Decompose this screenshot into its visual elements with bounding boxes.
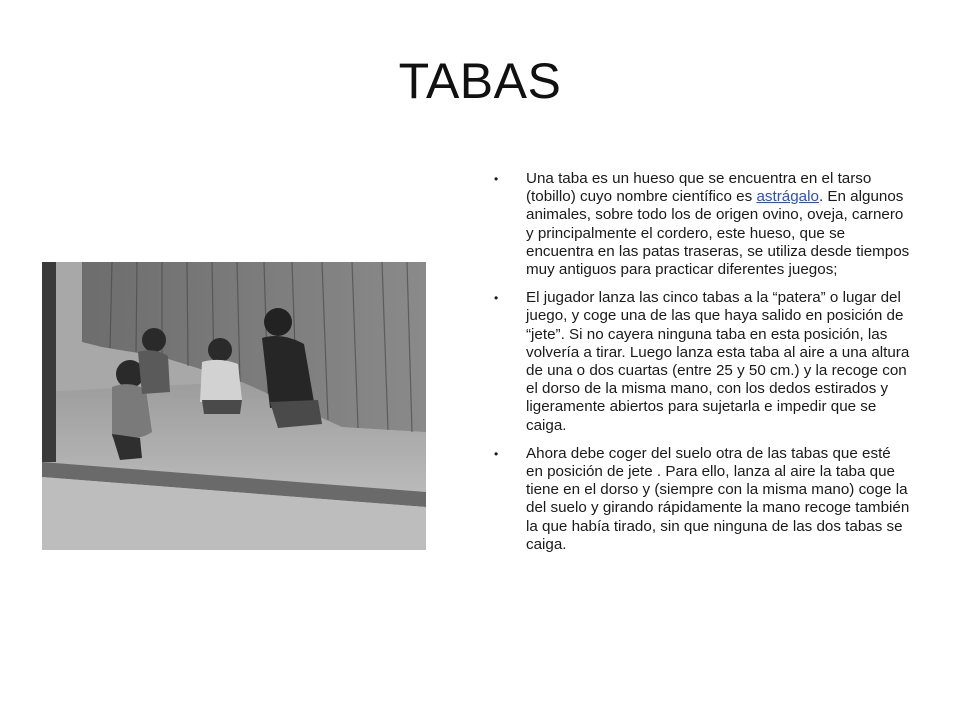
children-playing-photo xyxy=(42,262,426,550)
bullet-item-2 xyxy=(490,289,910,435)
bullet-1-text-before: Una taba es un hueso que se encuentra en el tarso (tobillo) cuyo nombre científico es xyxy=(526,170,872,206)
bullet-3-text: Ahora debe coger del suelo otra de las tabas que esté en posición de jete . Para ello, lanza al aire la taba que tiene en el dorso y (siempre con la misma mano) coge la del suelo y girando rápidamente la mano recoge también la que había tirado, sin que ninguna de las dos tabas se caiga. xyxy=(526,444,910,553)
bullet-item-3 xyxy=(490,445,910,554)
bullet-item-1 xyxy=(490,170,910,279)
photo-illustration xyxy=(42,262,426,550)
slide-title: TABAS xyxy=(398,53,562,109)
bullet-1-text-after: . En algunos animales, sobre todo los de origen ovino, oveja, carnero y principalmente el cordero, este hueso, que se encuentra en las patas traseras, se utiliza desde tiempos muy antiguos para practicar diferentes juegos; xyxy=(526,188,910,279)
bullet-text-block xyxy=(490,170,910,564)
bullet-list xyxy=(490,170,910,554)
bullet-dot-icon: • xyxy=(494,446,499,461)
bullet-dot-icon: • xyxy=(494,172,499,186)
bullet-2-text: El jugador lanza las cinco tabas a la “patera” o lugar del juego, y coge una de las que haya salido en posición de “jete”. Si no cayera ninguna taba en esta posición, las volvería a tirar. Luego lanza esta taba al aire a una altura de una o dos cuartas (entre 25 y 50 cm.) y la recoge con el dorso de la misma mano, con los dedos estirados y ligeramente abiertos para sujetarla e impedir que se caiga. xyxy=(526,289,910,434)
bullet-dot-icon: • xyxy=(494,291,499,306)
astragalo-link[interactable]: astrágalo xyxy=(756,188,819,206)
